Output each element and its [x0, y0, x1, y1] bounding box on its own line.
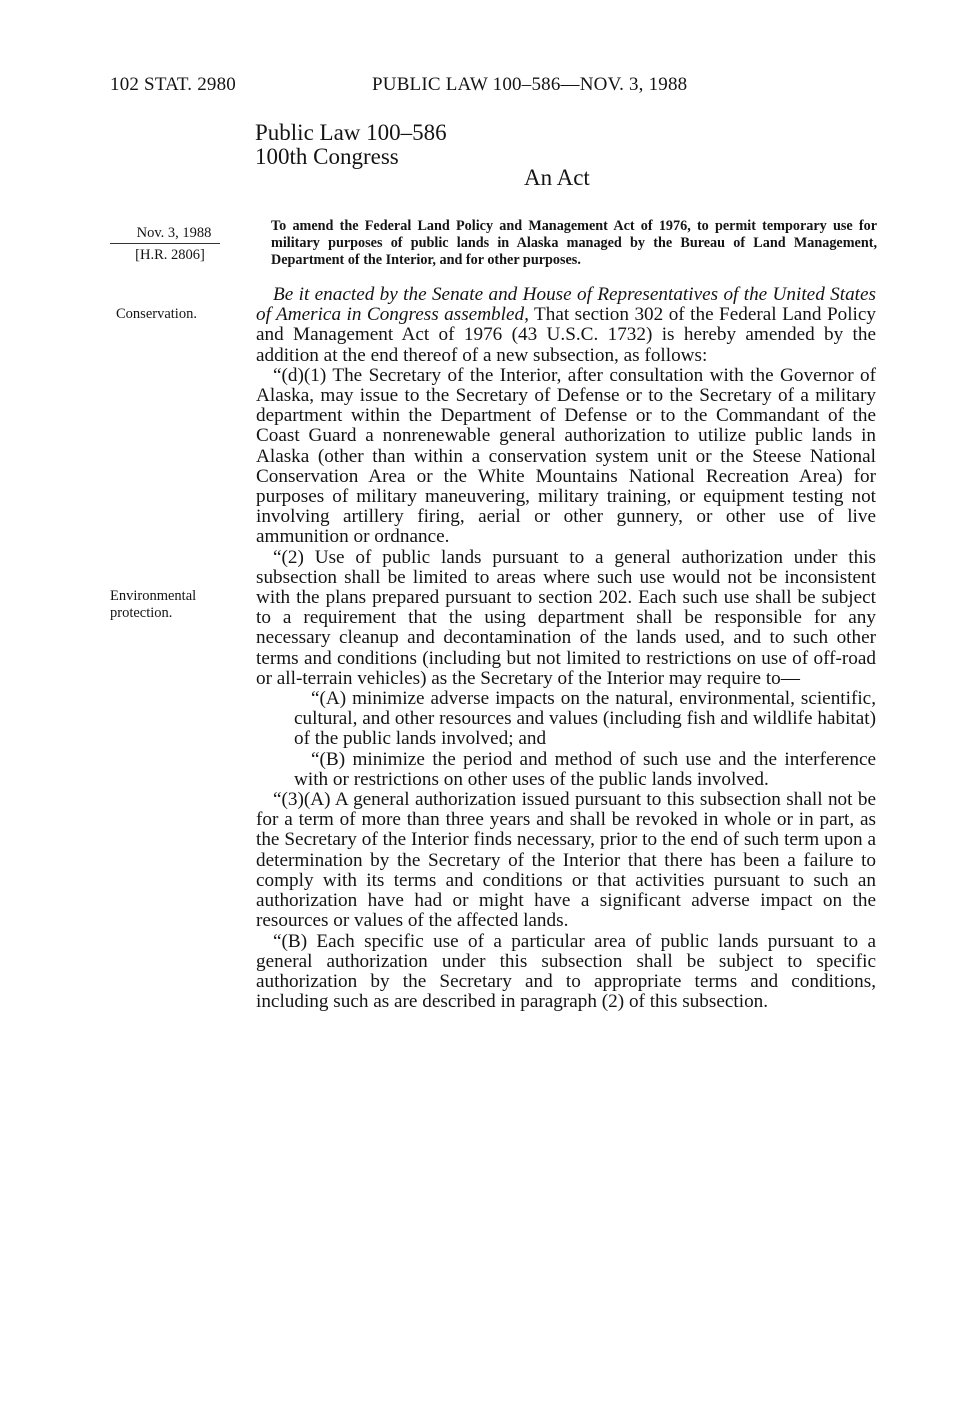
title-block: [255, 121, 447, 169]
margin-divider: [110, 243, 220, 244]
bill-number: [H.R. 2806]: [135, 247, 205, 263]
margin-date-block: [110, 224, 220, 264]
act-label: An Act: [524, 165, 590, 190]
enactment-date: Nov. 3, 1988: [136, 225, 212, 241]
subparagraph-2b: “(B) minimize the period and method of such use and the interference with or restrictions on other uses of the public lands involved.: [294, 748, 876, 790]
running-law-title: PUBLIC LAW 100–586—NOV. 3, 1988: [372, 74, 688, 95]
paragraph-d1: “(d)(1) The Secretary of the Interior, after consultation with the Governor of Alaska, may issue to the Secretary of Defense or to the Secretary of a military department within the Department of Defense or to the Commandant of the Coast Guard a nonrenewable general authorization to utilize public lands in Alaska (other than within a conservation system unit or the Steese National Conservation Area or the White Mountains National Recreation Area) for purposes of military maneuvering, military training, or equipment testing not involving artillery firing, aerial or other gunnery, or other use of live ammunition or ordnance.: [256, 364, 876, 548]
margin-note-conservation: Conservation.: [116, 306, 197, 322]
enacting-paragraph-text: That section 302 of the Federal Land Policy and Management Act of 1976 (43 U.S.C. 1732) is hereby amended by the addition at the end thereof of a new subsection, as follows:: [256, 304, 876, 366]
enacting-clause: Be it enacted by the Senate and House of Representatives of the United States of America in Congress assembled,: [256, 284, 876, 326]
paragraph-2: “(2) Use of public lands pursuant to a general authorization under this subsection shall be limited to areas where such use would not be inconsistent with the plans prepared pursuant to section 202. Each such use shall be subject to a requirement that the using department shall be responsible for any necessary cleanup and decontamination of the lands used, and to such other terms and conditions (including but not limited to restrictions on use of off-road or all-terrain vehicles) as the Secretary of the Interior may require to—: [256, 546, 876, 689]
paragraph-3a: “(3)(A) A general authorization issued pursuant to this subsection shall not be for a term of more than three years and shall be revoked in whole or in part, as the Secretary of the Interior finds necessary, prior to the end of such term upon a determination by the Secretary of the Interior that there has been a failure to comply with its terms and conditions or that activities pursuant to such an authorization have had or might have a significant adverse impact on the resources or values of the affected lands.: [256, 789, 876, 932]
subparagraph-2a: “(A) minimize adverse impacts on the natural, environmental, scientific, cultural, and other resources and values (including fish and wildlife habitat) of the public lands involved; and: [294, 688, 876, 750]
running-head: [110, 74, 870, 100]
margin-note-environmental: [110, 588, 240, 622]
margin-note-environmental-line2: protection.: [110, 605, 173, 621]
enacting-paragraph: [256, 285, 876, 366]
margin-note-environmental-line1: Environmental: [110, 588, 197, 604]
stat-page-number: 102 STAT. 2980: [110, 74, 237, 95]
paragraph-3b: “(B) Each specific use of a particular area of public lands pursuant to a general authorization under this subsection shall be subject to specific authorization by the Secretary and to appropriate terms and conditions, including such as are described in paragraph (2) of this subsection.: [256, 930, 876, 1013]
public-law-number: Public Law 100–586: [255, 120, 447, 145]
congress-number: 100th Congress: [255, 144, 399, 169]
purpose-statement: To amend the Federal Land Policy and Management Act of 1976, to permit temporary use for military purposes of public lands in Alaska managed by the Bureau of Land Management, Department of the Interior, and for other purposes.: [271, 218, 877, 268]
act-body: [256, 285, 876, 1012]
